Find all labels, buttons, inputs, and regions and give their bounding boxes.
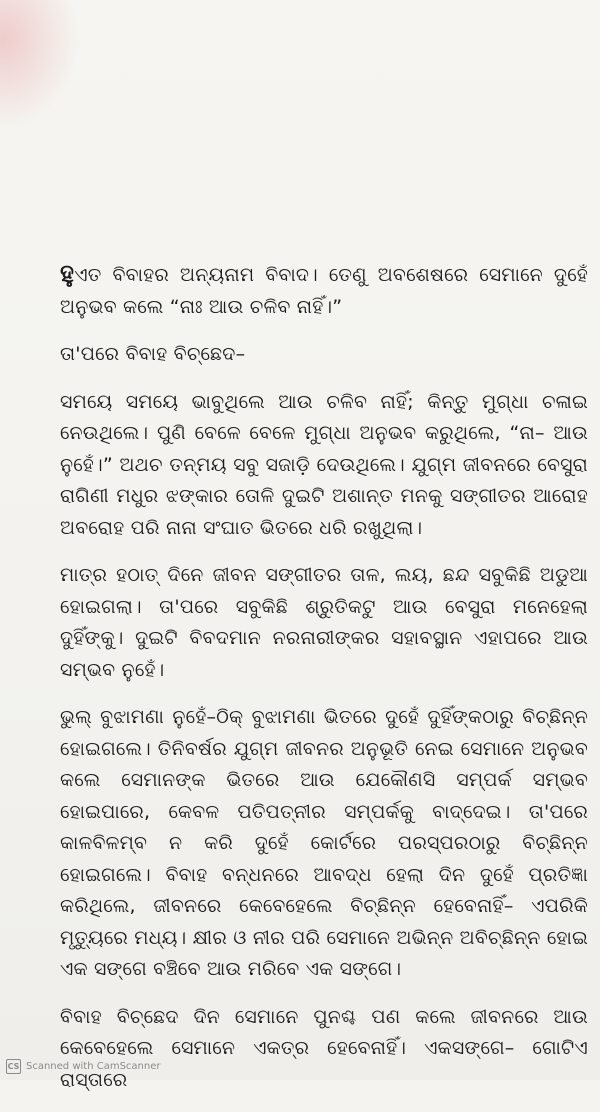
scanner-watermark xyxy=(6,1059,161,1074)
body-text xyxy=(60,258,588,1112)
paragraph-text: ଭୁଲ୍ ବୁଝାମଣା ନୁହେଁ–ଠିକ୍ ବୁଝାମଣା ଭିତରେ ଦୁହେଁ ଦୁହିଁଙ୍କଠାରୁ ବିଚ୍ଛିନ୍ନ ହୋଇଗଲେ। ତିନିବର୍ଷର ଯୁଗ୍ମ ଜୀବନର ଅନୁଭୂତି ନେଇ ସେମାନେ ଅନୁଭବ କଲେ ସେମାନଙ୍କ ଭିତରେ ଆଉ ଯେକୌଣସି ସମ୍ପର୍କ ସମ୍ଭବ ହୋଇପାରେ, କେବଳ ପତିପତ୍ନୀର ସମ୍ପର୍କକୁ ବାଦ୍‌ଦେଇ। ତା'ପରେ କାଳବିଳମ୍ବ ନ କରି ଦୁହେଁ କୋର୍ଟରେ ପରସ୍ପରଠାରୁ ବିଚ୍ଛିନ୍ନ ହୋଇଗଲେ। ବିବାହ ବନ୍ଧନରେ ଆବଦ୍ଧ ହେଲା ଦିନ ଦୁହେଁ ପ୍ରତିଜ୍ଞା କରିଥିଲେ, ଜୀବନରେ କେବେହେଲେ ବିଚ୍ଛିନ୍ନ ହେବେନାହିଁ– ଏପରିକି ମୃତ୍ୟୁରେ ମଧ୍ୟ। କ୍ଷୀର ଓ ନୀର ପରି ସେମାନେ ଅଭିନ୍ନ ଅବିଚ୍ଛିନ୍ନ ହୋଇ ଏକ ସଙ୍ଗେ ବଞ୍ଚିବେ ଆଉ ମରିବେ ଏକ ସଙ୍ଗେ। xyxy=(60,706,588,980)
watermark-label: Scanned with CamScanner xyxy=(26,1061,161,1072)
paragraph-3 xyxy=(60,387,588,545)
camscanner-icon: CS xyxy=(6,1059,21,1074)
paragraph-text: ଏତ ବିବାହର ଅନ୍ୟନାମ ବିବାଦ। ତେଣୁ ଅବଶେଷରେ ସେମାନେ ଦୁହେଁ ଅନୁଭବ କଲେ “ନାଃ ଆଉ ଚଳିବ ନାହିଁ।” xyxy=(60,264,588,318)
paragraph-text: ବିବାହ ବିଚ୍ଛେଦ ଦିନ ସେମାନେ ପୁନଶ୍ଚ ପଣ କଲେ ଜୀବନରେ ଆଉ କେବେହେଲେ ସେମାନେ ଏକତ୍ର ହେବେନାହିଁ। ଏକସଙ୍ଗେ– ଗୋଟିଏ ରାସ୍ତାରେ xyxy=(60,1005,588,1091)
paragraph-6 xyxy=(60,1002,588,1097)
paragraph-1 xyxy=(60,258,588,323)
paragraph-text: ସମୟେ ସମୟେ ଭାବୁଥିଲେ ଆଉ ଚଳିବ ନାହିଁ; କିନ୍ତୁ ମୁଗ୍ଧା ଚଳାଇ ନେଉଥିଲେ। ପୁଣି ବେଳେ ବେଳେ ମୁଗ୍ଧା ଅନୁଭବ କରୁଥିଲେ, “ନା– ଆଉ ନୁହେଁ।” ଅଥଚ ତନ୍ମୟ ସବୁ ସଜାଡ଼ି ଦେଉଥିଲେ। ଯୁଗ୍ମ ଜୀବନରେ ବେସୁରା ରାଗିଣୀ ମଧୁର ଝଙ୍କାର ତୋଳି ଦୁଇଟି ଅଶାନ୍ତ ମନକୁ ସଙ୍ଗୀତର ଆରୋହ ଅବରୋହ ପରି ନାନା ସଂଘାତ ଭିତରେ ଧରି ରଖୁଥିଲା। xyxy=(60,390,588,539)
paragraph-text: ତା'ପରେ ବିବାହ ବିଚ୍ଛେଦ– xyxy=(60,343,246,365)
paragraph-4 xyxy=(60,560,588,686)
dropcap: ହୁ xyxy=(60,259,75,287)
paragraph-text: ମାତ୍ର ହଠାତ୍ ଦିନେ ଜୀବନ ସଙ୍ଗୀତର ତାଳ, ଲୟ, ଛନ୍ଦ ସବୁକିଛି ଅଡୁଆ ହୋଇଗଲା। ତା'ପରେ ସବୁକିଛି ଶ୍ରୁତିକଟୁ ଆଉ ବେସୁରା ମନେହେଲା ଦୁହିଁଙ୍କୁ। ଦୁଇଟି ବିବଦମାନ ନରନାରୀଙ୍କର ସହାବସ୍ଥାନ ଏହାପରେ ଆଉ ସମ୍ଭବ ନୁହେଁ। xyxy=(60,564,588,681)
paragraph-2 xyxy=(60,339,588,371)
paragraph-5 xyxy=(60,702,588,986)
ink-stain xyxy=(0,0,80,130)
